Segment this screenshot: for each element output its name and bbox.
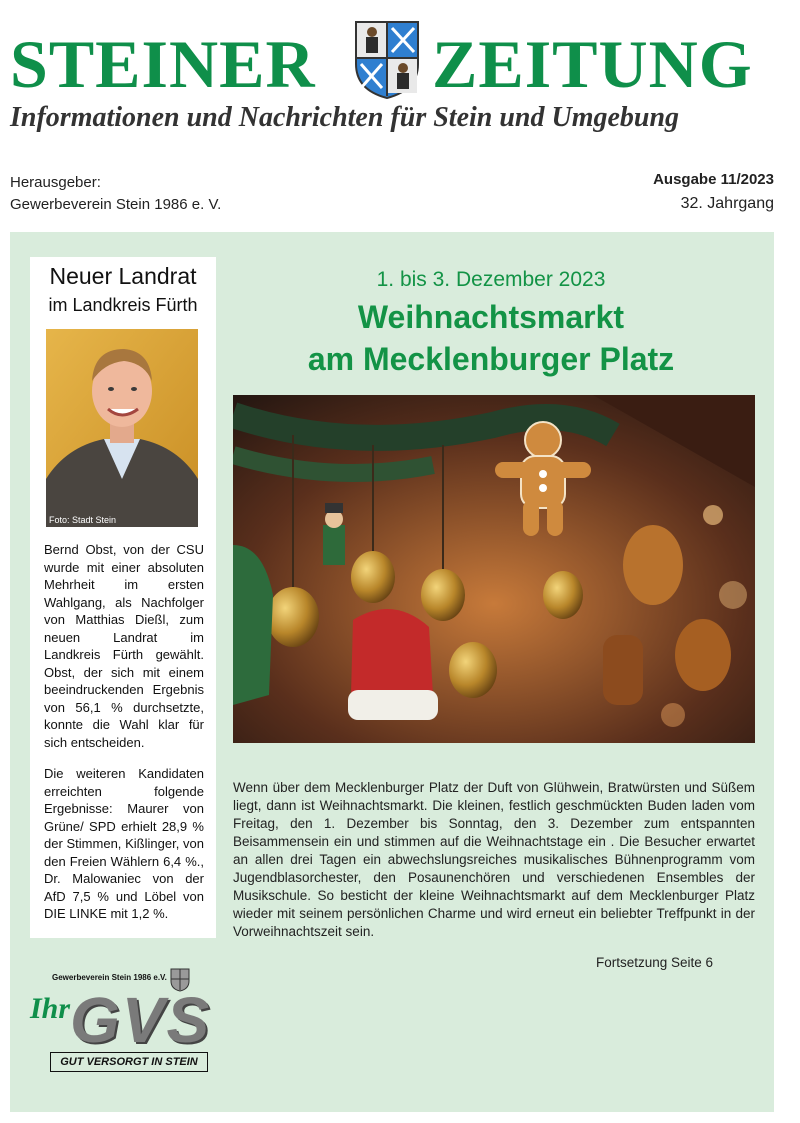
portrait-illustration bbox=[46, 329, 198, 527]
issue-volume: 32. Jahrgang bbox=[680, 195, 774, 212]
sidebar-body bbox=[44, 541, 204, 937]
publisher-block bbox=[10, 172, 221, 216]
publisher-label: Herausgeber: bbox=[10, 174, 101, 191]
gvs-tagline: GUT VERSORGT IN STEIN bbox=[50, 1052, 208, 1072]
gvs-logo bbox=[28, 968, 212, 1078]
issue-block bbox=[653, 168, 774, 216]
article-body: Wenn über dem Mecklenburger Platz der Duft von Glühwein, Bratwürsten und Süßem liegt, dann ist Weihnachtsmarkt. Die kleinen, festlich geschmückten Buden laden vom Freitag, den 1. Dezember bis Sonntag, den 3. Dezember zum entspannten Beisammensein ein und stimmen auf die Weihnachtstage ein . Die Besucher erwartet an allen drei Tagen ein abwechslungsreiches musikalisches Bühnenprogramm vom Jugendblasorchester, den Posaunenchören und verschiedenen Ensembles der Musikschule. So besticht der kleine Weihnachtsmarkt auf dem Mecklenburger Platz wieder mit seinem persönlichen Charme und wird erneut ein beliebter Treffpunkt in der Vorweihnachtszeit sein. bbox=[233, 780, 755, 939]
publisher-name: Gewerbeverein Stein 1986 e. V. bbox=[10, 196, 222, 213]
gvs-letters: GVS bbox=[70, 984, 212, 1056]
article-headline bbox=[232, 296, 750, 380]
sidebar-subtitle: im Landkreis Fürth bbox=[48, 295, 198, 315]
sidebar-paragraph: Die weiteren Kandidaten erreichten folgende Ergebnisse: Maurer von Grüne/ SPD erhielt 28,9 % der Stimmen, Kißlinger, von den Freien Wählern 6,4 %., Dr. Malowaniec von der AfD 7,5 % und Löbel von DIE LINKE mit 1,2 %. bbox=[44, 766, 204, 921]
masthead-subtitle: Informationen und Nachrichten für Stein und Umgebung bbox=[10, 102, 680, 133]
headline-line-2: am Mecklenburger Platz bbox=[307, 341, 675, 377]
ornaments-illustration bbox=[233, 395, 755, 743]
sidebar-title: Neuer Landrat bbox=[49, 263, 197, 289]
portrait-photo bbox=[46, 329, 198, 527]
gvs-org-name: Gewerbeverein Stein 1986 e.V. bbox=[52, 973, 167, 982]
issue-number: Ausgabe 11/2023 bbox=[653, 171, 774, 188]
article-dateline: 1. bis 3. Dezember 2023 bbox=[376, 268, 606, 291]
continued-note: Fortsetzung Seite 6 bbox=[596, 955, 714, 970]
masthead-title-left: STEINER bbox=[10, 26, 316, 102]
gvs-ihr: Ihr bbox=[30, 992, 71, 1025]
photo-credit: Foto: Stadt Stein bbox=[49, 515, 117, 525]
christmas-market-photo bbox=[233, 395, 755, 743]
masthead bbox=[0, 8, 800, 102]
coat-of-arms-icon bbox=[352, 18, 422, 100]
masthead-title-right: ZEITUNG bbox=[432, 26, 753, 102]
sidebar-paragraph: Bernd Obst, von der CSU wurde mit einer absoluten Mehrheit im ersten Wahlgang, als Nachfolger von Matthias Dießl, zum neuen Landrat im Landkreis Fürth gewählt. Obst, der sich mit einem beeindruckenden Ergebnis von 56,1 % durchsetzte, konnte die Wahl klar für sich entscheiden. bbox=[44, 542, 204, 750]
sidebar-article bbox=[30, 257, 216, 938]
headline-line-1: Weihnachtsmarkt bbox=[357, 299, 625, 335]
